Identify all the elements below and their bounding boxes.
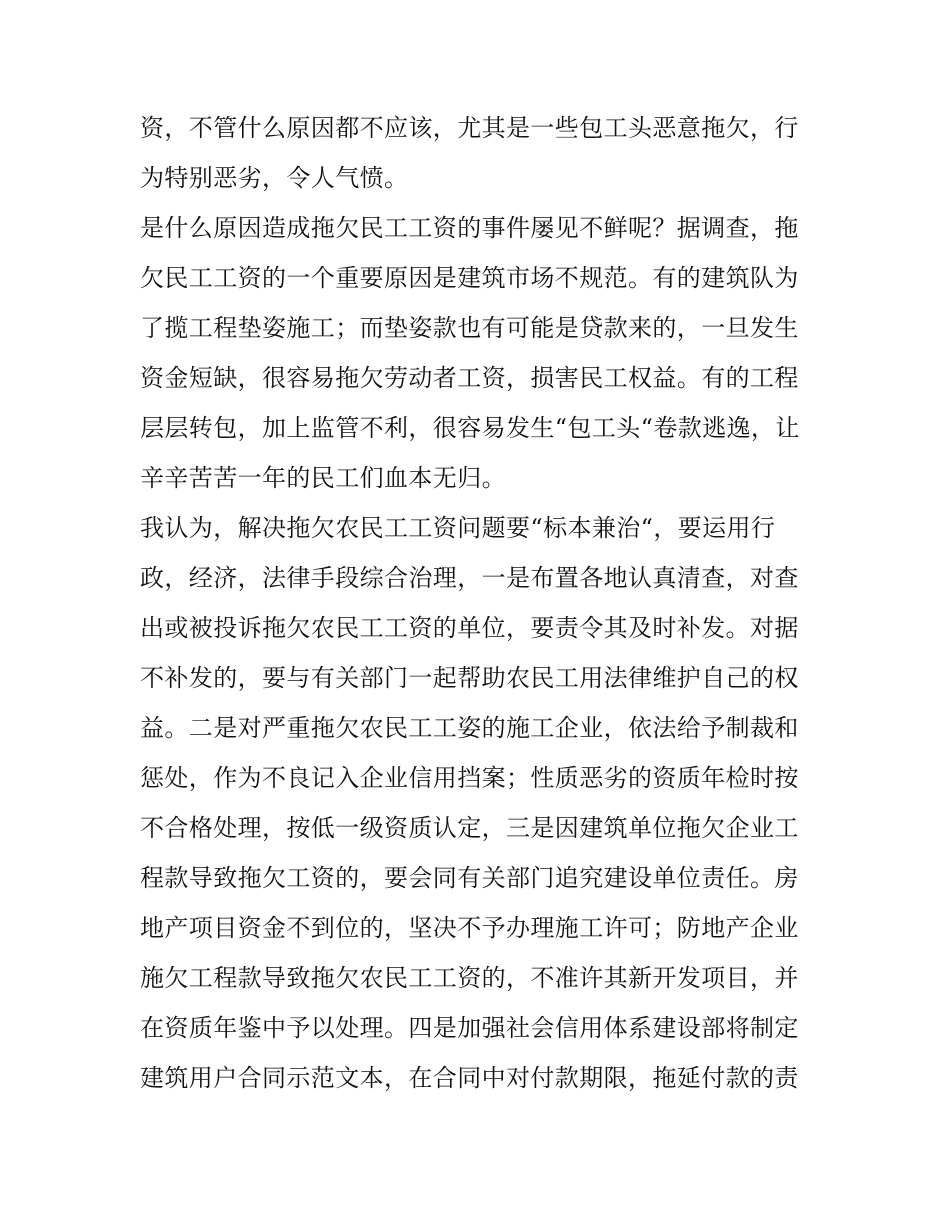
text-line: 政，经济，法律手段综合治理，一是布置各地认真清查，对查 [140, 564, 799, 592]
text-line: 施欠工程款导致拖欠农民工工资的，不准许其新开发项目，并 [140, 964, 799, 992]
text-line: 层层转包，加上监管不利，很容易发生“包工头“卷款逃逸，让 [140, 414, 800, 442]
text-line: 欠民工工资的一个重要原因是建筑市场不规范。有的建筑队为 [140, 264, 799, 292]
text-line: 建筑用户合同示范文本，在合同中对付款期限，拖延付款的责 [140, 1064, 799, 1092]
text-line: 益。二是对严重拖欠农民工工姿的施工企业，依法给予制裁和 [140, 714, 799, 742]
text-line: 资金短缺，很容易拖欠劳动者工资，损害民工权益。有的工程 [140, 364, 799, 392]
text-line: 不合格处理，按低一级资质认定，三是因建筑单位拖欠企业工 [140, 814, 799, 842]
text-line: 地产项目资金不到位的，坚决不予办理施工许可；防地产企业 [140, 914, 799, 942]
text-line: 我认为，解决拖欠农民工工资问题要“标本兼治“，要运用行 [140, 514, 776, 542]
text-line: 辛辛苦苦一年的民工们血本无归。 [140, 464, 506, 492]
text-line: 在资质年鉴中予以处理。四是加强社会信用体系建设部将制定 [140, 1014, 799, 1042]
document-body [140, 103, 812, 1103]
text-line: 为特别恶劣，令人气愤。 [140, 164, 409, 192]
text-line: 惩处，作为不良记入企业信用挡案；性质恶劣的资质年检时按 [140, 764, 799, 792]
text-line: 程款导致拖欠工资的，要会同有关部门追究建设单位责任。房 [140, 864, 799, 892]
text-line: 出或被投诉拖欠农民工工资的单位，要责令其及时补发。对据 [140, 614, 799, 642]
text-line: 资，不管什么原因都不应该，尤其是一些包工头恶意拖欠，行 [140, 114, 799, 142]
text-line: 不补发的，要与有关部门一起帮助农民工用法律维护自己的权 [140, 664, 799, 692]
text-line: 是什么原因造成拖欠民工工资的事件屡见不鲜呢？据调查，拖 [140, 214, 799, 242]
text-line: 了揽工程垫姿施工；而垫姿款也有可能是贷款来的，一旦发生 [140, 314, 799, 342]
